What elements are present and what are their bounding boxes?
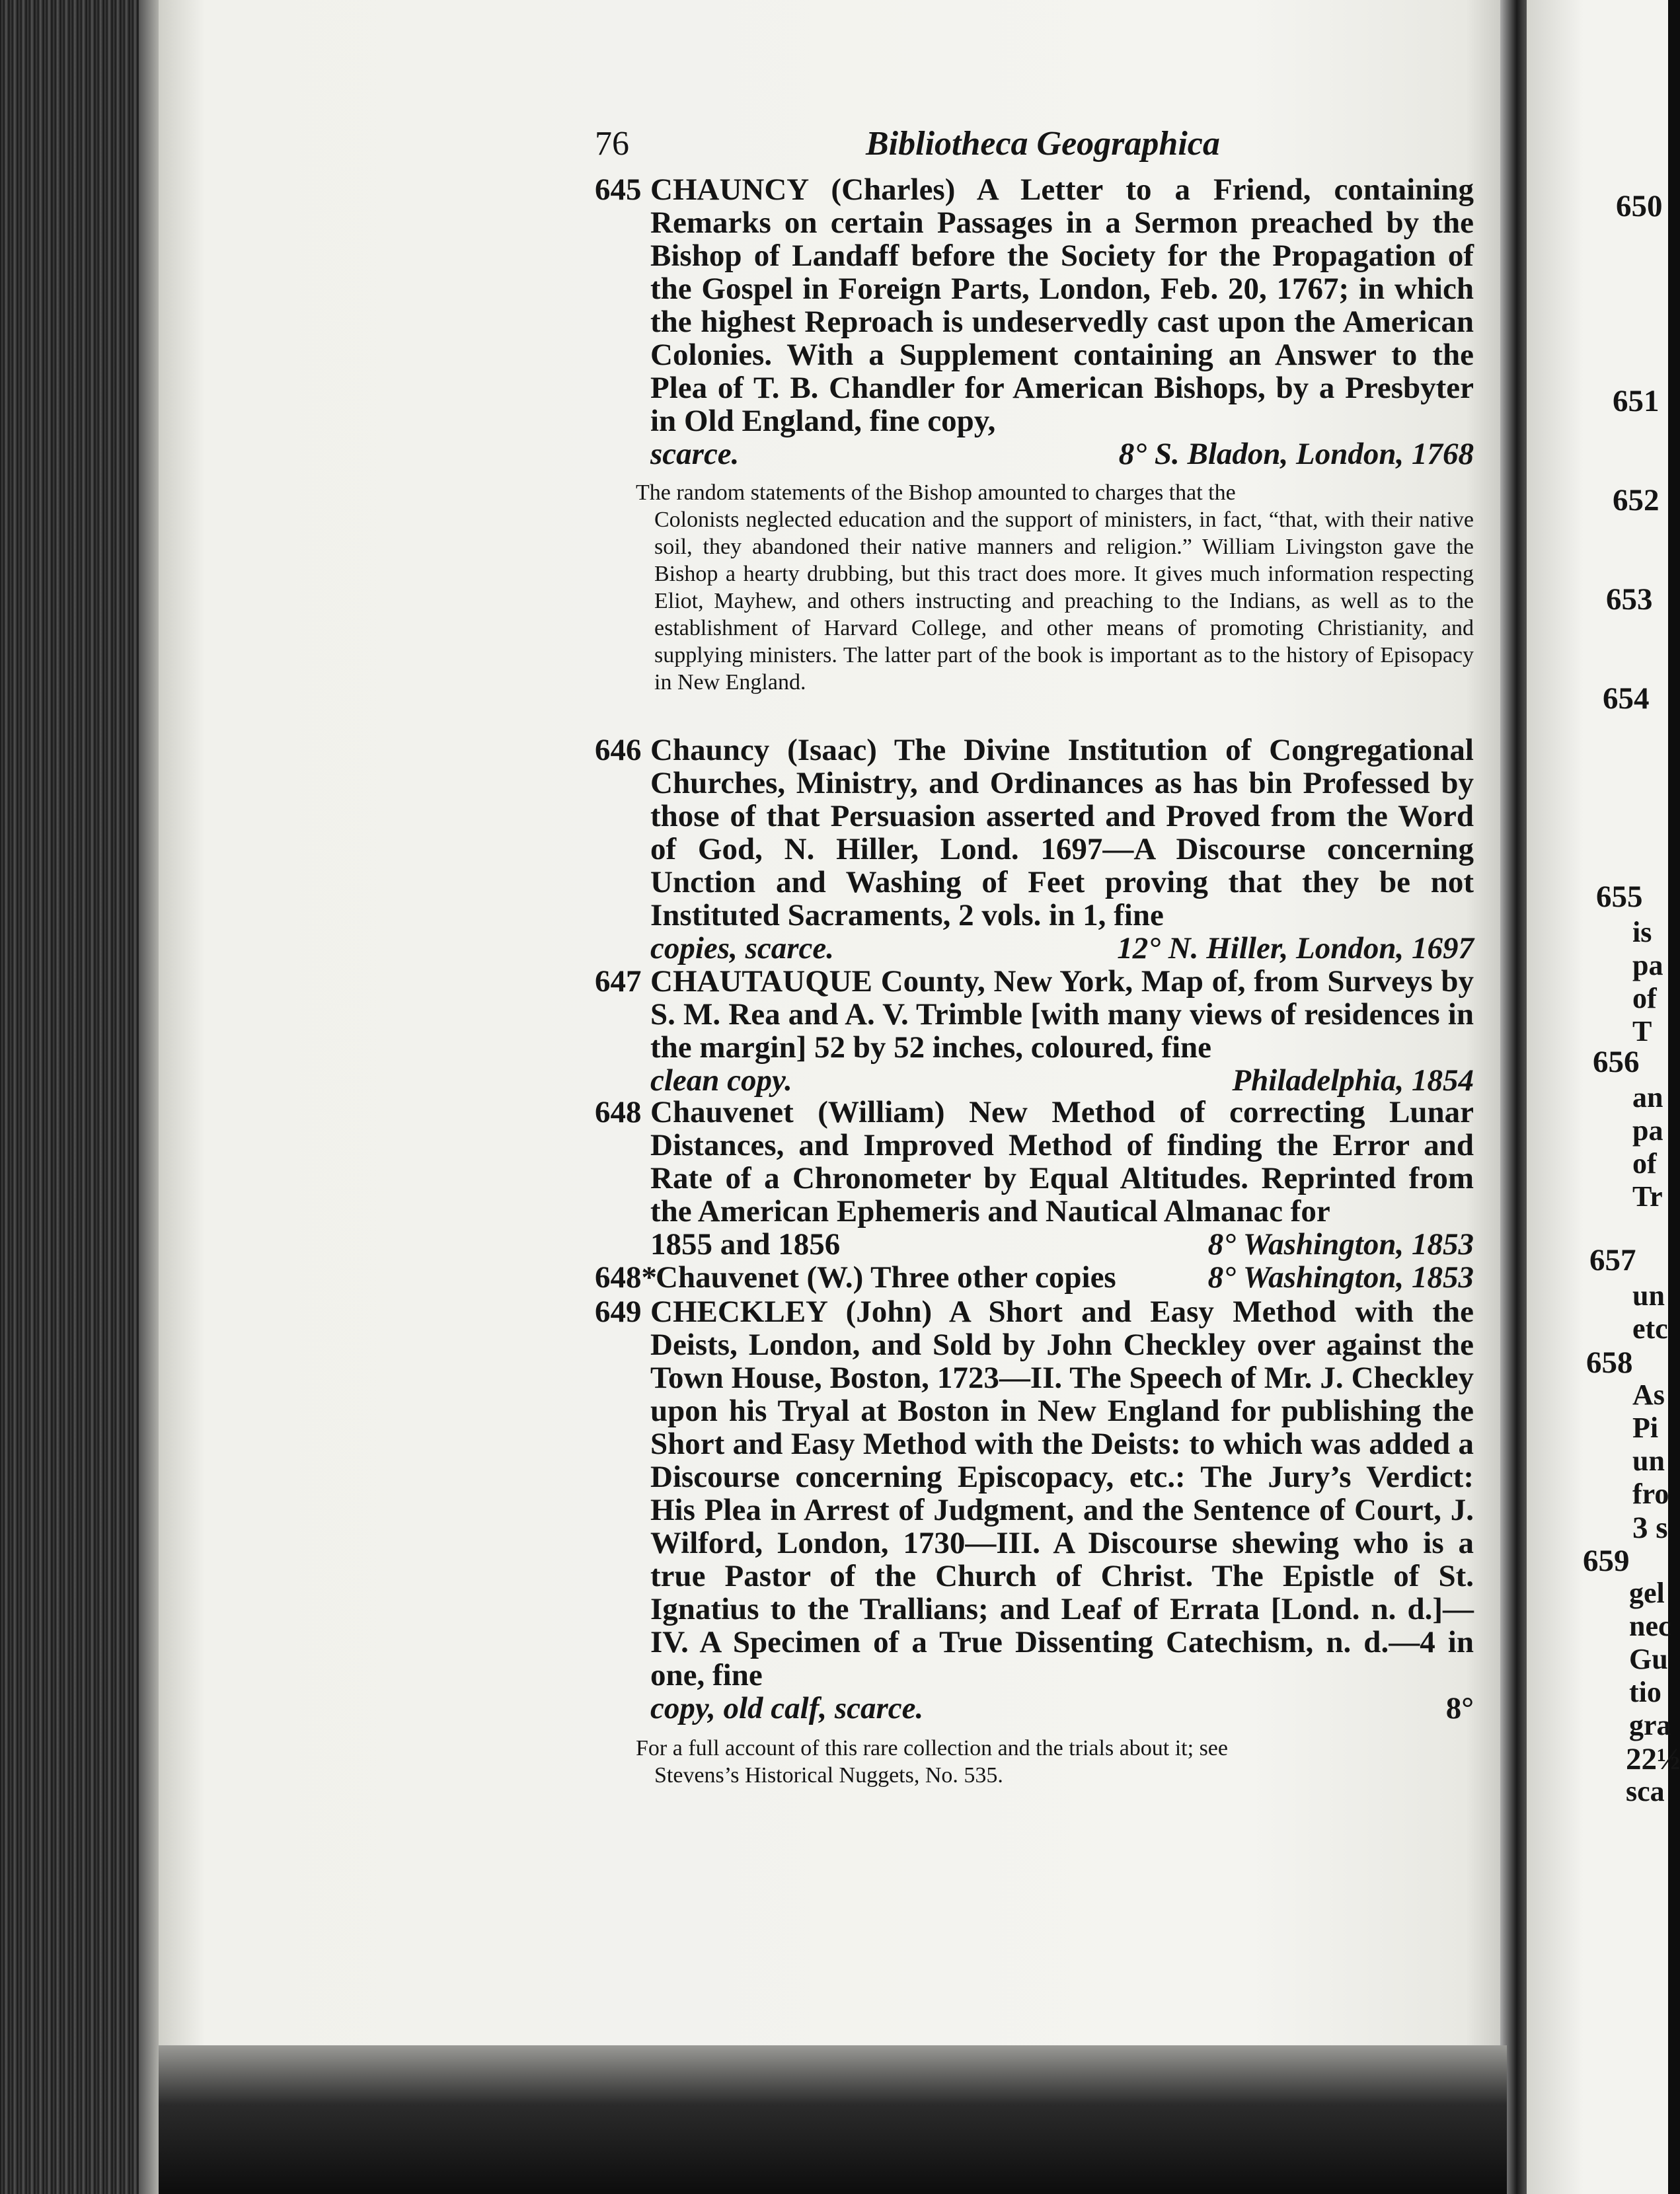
- facing-page-fragment: gra: [1629, 1709, 1671, 1741]
- entry-text: CHECKLEY (John) A Short and Easy Method with the Deists, London, and Sold by John Checkley over against the Town House, Boston, 1723—II. The Speech of Mr. J. Checkley upon his Tryal at Boston in New England for publishing the Short and Easy Method with the Deists: to which was added a Discourse concerning Episcopacy, etc.: The Jury’s Verdict: His Plea in Arrest of Judgment, and the Sentence of Court, J. Wilford, London, 1730—III. A Discourse shewing who is a true Pastor of the Church of Christ. The Epistle of St. Ignatius to the Trallians; and Leaf of Errata [Lond. n. d.]—IV. A Specimen of a True Dissenting Catechism, n. d.—4 in one, fine: [650, 1295, 1474, 1692]
- entry-645: [595, 173, 1474, 471]
- imprint-note: copy, old calf, scarce.: [650, 1691, 924, 1725]
- facing-page-fragment: Gu: [1629, 1643, 1668, 1675]
- entry-number: 647: [595, 964, 642, 999]
- facing-page-fragment: 650: [1616, 189, 1663, 223]
- entry-number: 648: [595, 1095, 642, 1129]
- entry-number: 648*: [595, 1260, 657, 1295]
- imprint-publication: Philadelphia, 1854: [1232, 1063, 1474, 1098]
- note-first-line: For a full account of this rare collection and the trials about it; see: [636, 1736, 1228, 1760]
- facing-page-fragment: 656: [1593, 1045, 1640, 1079]
- page-bottom-shadow: [159, 2045, 1507, 2194]
- entry-649: [595, 1295, 1474, 1725]
- facing-page-fragment: Tr: [1632, 1180, 1663, 1213]
- entry-text: Chauncy (Isaac) The Divine Institution of Congregational Churches, Ministry, and Ordinances as has bin Professed by those of that Persuasion asserted and Proved from the Word of God, N. Hiller, Lond. 1697—A Discourse concerning Unction and Washing of Feet proving that they be not Instituted Sacraments, 2 vols. in 1, fine: [650, 733, 1474, 932]
- facing-page-fragment: etc: [1632, 1312, 1668, 1345]
- facing-page-fragment: 658: [1586, 1345, 1633, 1380]
- facing-page-fragment: un: [1632, 1445, 1665, 1477]
- facing-page-fragment: is: [1632, 916, 1652, 948]
- note-text: Colonists neglected education and the support of ministers, in fact, “that, with their native soil, they abandoned their native manners and religion.” William Livingston gave the Bishop a hearty drubbing, but this tract does more. It gives much information respecting Eliot, Mayhew, and others instructing and preaching to the Indians, as well as to the establishment of Harvard College, and other means of promoting Christianity, and supplying ministers. The latter part of the book is important as to the history of Episopacy in New England.: [654, 508, 1474, 695]
- note-first-line: The random statements of the Bishop amounted to charges that the: [636, 480, 1236, 505]
- note-text: Stevens’s Historical Nuggets, No. 535.: [654, 1763, 1003, 1788]
- imprint-note: copies, scarce.: [650, 931, 834, 965]
- entry-646: [595, 734, 1474, 965]
- entry-648: [595, 1096, 1474, 1261]
- running-title: Bibliotheca Geographica: [866, 125, 1220, 163]
- imprint-note: Chauvenet (W.) Three other copies: [656, 1260, 1116, 1295]
- imprint-publication: 8° Washington, 1853: [1207, 1227, 1474, 1262]
- entry-number: 646: [595, 733, 642, 767]
- imprint-publication: 8° Washington, 1853: [1207, 1260, 1474, 1295]
- facing-page-fragment: fro: [1632, 1478, 1669, 1510]
- facing-page-fragment: 651: [1613, 384, 1660, 418]
- entry-imprint: [595, 1228, 1474, 1261]
- facing-page-fragment: of: [1632, 1147, 1657, 1180]
- facing-page-fragment: 3 s: [1632, 1511, 1668, 1545]
- entry-text: CHAUTAUQUE County, New York, Map of, from Surveys by S. M. Rea and A. V. Trimble [with many views of residences in the margin] 52 by 52 inches, coloured, fine: [650, 964, 1474, 1065]
- entry-number: 645: [595, 172, 642, 207]
- facing-page-fragment: pa: [1632, 1114, 1663, 1147]
- facing-page-fragment: 652: [1613, 483, 1660, 517]
- facing-page-fragment: an: [1632, 1081, 1663, 1114]
- facing-page-fragment: sca: [1626, 1775, 1665, 1807]
- imprint-note: clean copy.: [650, 1063, 792, 1098]
- entry-imprint: [595, 1692, 1474, 1725]
- facing-page-fragment: of: [1632, 982, 1657, 1014]
- entry-imprint: [595, 1261, 1474, 1294]
- imprint-note: scarce.: [650, 437, 740, 471]
- facing-page-fragment: tio: [1629, 1676, 1661, 1708]
- book-fore-edge: [0, 0, 165, 2194]
- facing-page-fragment: As: [1632, 1379, 1665, 1411]
- facing-page-fragment: un: [1632, 1279, 1665, 1312]
- entry-number: 649: [595, 1295, 642, 1329]
- facing-page-fragment: Pi: [1632, 1412, 1659, 1444]
- imprint-note: 1855 and 1856: [650, 1227, 841, 1262]
- facing-page-fragment: 653: [1606, 582, 1653, 617]
- facing-page-fragment: 659: [1583, 1544, 1630, 1578]
- imprint-publication: 8°: [1445, 1691, 1474, 1725]
- facing-page-fragment: T: [1632, 1015, 1652, 1047]
- imprint-publication: 8° S. Bladon, London, 1768: [1118, 437, 1474, 471]
- entry-text: Chauvenet (William) New Method of correcting Lunar Distances, and Improved Method of finding the Error and Rate of a Chronometer by Equal Altitudes. Reprinted from the American Ephemeris and Nautical Almanac for: [650, 1095, 1474, 1229]
- facing-page-fragment: 22½: [1626, 1742, 1680, 1776]
- facing-page-fragment: pa: [1632, 949, 1663, 981]
- entry-imprint: [595, 1064, 1474, 1097]
- page-number: 76: [595, 125, 629, 163]
- facing-page-fragment: 657: [1589, 1243, 1636, 1277]
- imprint-publication: 12° N. Hiller, London, 1697: [1117, 931, 1474, 965]
- entry-648-star: [595, 1261, 1474, 1294]
- facing-page-fragment: nec: [1629, 1610, 1671, 1642]
- entry-645-note: [636, 479, 1474, 696]
- facing-page-fragment: 654: [1603, 681, 1650, 716]
- facing-page-fragment: gel: [1629, 1577, 1665, 1609]
- entry-649-note: [636, 1735, 1474, 1789]
- facing-page-fragment: 655: [1596, 880, 1643, 914]
- entry-647: [595, 965, 1474, 1097]
- entry-imprint: [595, 437, 1474, 471]
- entry-imprint: [595, 932, 1474, 965]
- entry-text: CHAUNCY (Charles) A Letter to a Friend, containing Remarks on certain Passages in a Sermon preached by the Bishop of Landaff before the Society for the Propagation of the Gospel in Foreign Parts, London, Feb. 20, 1767; in which the highest Reproach is undeservedly cast upon the American Colonies. With a Supplement containing an Answer to the Plea of T. B. Chandler for American Bishops, by a Presbyter in Old England, fine copy,: [650, 172, 1474, 438]
